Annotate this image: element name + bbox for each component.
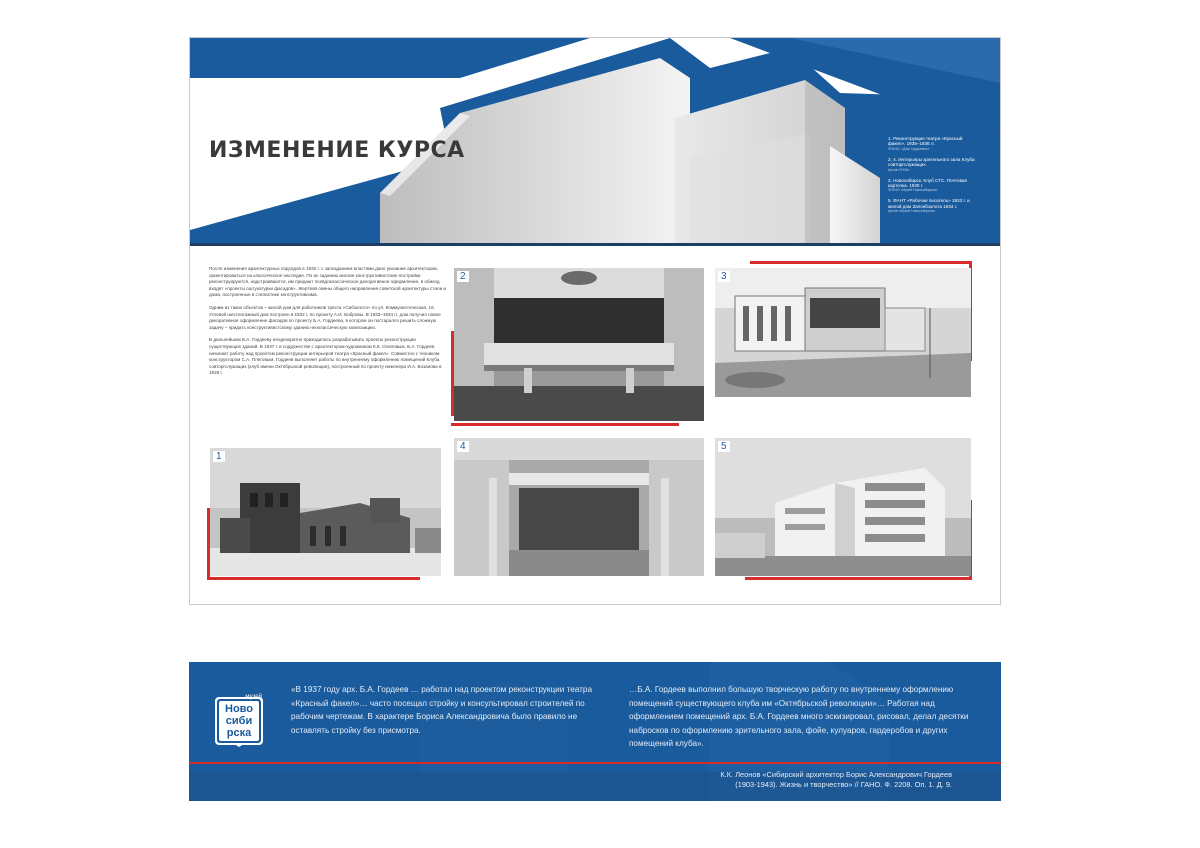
quote-source bbox=[652, 770, 952, 789]
quote-panel bbox=[189, 662, 1001, 801]
quote-divider bbox=[189, 762, 1001, 764]
photo-number: 3 bbox=[718, 271, 730, 282]
caption-source: Архив НГКМ» bbox=[888, 167, 910, 172]
accent-bar bbox=[745, 577, 972, 580]
photo-stage-interior bbox=[454, 438, 704, 576]
logo-line: рска bbox=[226, 727, 252, 739]
photo-theatre-exterior bbox=[210, 448, 441, 576]
photo-captions bbox=[888, 136, 980, 219]
caption-text: 3. Новосибирск. Клуб СТС. Почтовая карточка. 1930 г. bbox=[888, 177, 968, 189]
caption-source: Архив «Музей Новосибирска» bbox=[888, 209, 936, 214]
logo-line: сиби bbox=[225, 715, 253, 727]
photo-residential-building bbox=[715, 438, 971, 576]
quote-left: «В 1937 году арх. Б.А. Гордеев … работал над проектом реконструкции театра «Красный факел»… часто посещал стройку и консультировал строителей по рабочим чертежам. В характере Бориса Александровича было правило не оставлять стройку без присмотра. bbox=[291, 685, 593, 735]
page-title: ИЗМЕНЕНИЕ КУРСА bbox=[209, 138, 465, 163]
accent-bar bbox=[207, 577, 420, 580]
intro-paragraph: После изменения архитектурных подходов в 1932 г. с запозданием властями дано указание архитекторам, ориентироваться на классическое наследие. По их заданию многие конструктивистские постройки реконструируются, надстраиваются, им придают псевдоклассическое декоративное оформление, в обиход входят «проекты оштукатурки фасадов». Жертвой смены общего направления советской архитектуры стали и дома, построенные в стилистике конструктивизма. bbox=[209, 266, 446, 298]
caption-source: ФГАНО «Музей Новосибирска» bbox=[888, 188, 938, 193]
logo-line: Ново bbox=[225, 703, 253, 715]
caption-item bbox=[888, 178, 980, 193]
caption-source: ФГАНО. «Дом Гордеевых» bbox=[888, 146, 930, 151]
caption-text: 2, 4. Интерьеры зрительного зала Клуба совторгслужащих. bbox=[888, 156, 975, 168]
photo-number: 2 bbox=[457, 271, 469, 282]
header-banner bbox=[190, 38, 1000, 246]
intro-paragraph: Одним из таких объектов – жилой дом для работников треста «Сибзолото» по ул. Коммунистическая, 16. Угловой шестиэтажный дом построен в 1932 г. по проекту А.И. Бобровы. В 1933–1934 гг. дом получил новое декоративное оформление фасадов по проекту Б.А. Гордеева, в котором он постарался решить сложную задачу – придать конструктивистскому зданию неоклассическую композицию. bbox=[209, 304, 441, 330]
caption-text: 1. Реконструкция театра «Красный факел». 1935–1936 гг. bbox=[888, 136, 963, 147]
caption-item bbox=[888, 157, 980, 172]
exhibit-panel bbox=[189, 37, 1001, 605]
photo-club-street-view bbox=[715, 268, 971, 397]
accent-bar bbox=[451, 423, 679, 426]
caption-item bbox=[888, 136, 980, 151]
source-line: К.К. Леонов «Сибирский архитектор Борис Александрович Гордеев bbox=[720, 770, 952, 779]
quote-right: …Б.А. Гордеев выполнил большую творческую работу по внутреннему оформлению помещений существующего клуба им «Октябрьской революции»… Работая над оформлением помещений арх. Б.А. Гордеев много эскизировал, рисовал, делал десятки набросков по оформлению зрительного зала, фойе, кулуаров, гардеробов и других помещений клуба». bbox=[629, 685, 969, 748]
intro-text bbox=[209, 266, 447, 383]
museum-logo bbox=[215, 691, 265, 748]
photo-number: 1 bbox=[213, 451, 225, 462]
photo-auditorium-interior bbox=[454, 268, 704, 421]
logo-museum-label: музей bbox=[245, 694, 262, 700]
photo-number: 5 bbox=[718, 441, 730, 452]
source-line: (1903-1943). Жизнь и творчество» // ГАНО. Ф. 2208. Оп. 1. Д. 9. bbox=[735, 779, 952, 789]
caption-item bbox=[888, 198, 980, 213]
accent-bar bbox=[750, 261, 972, 264]
caption-text: 5. ФАНТ «Рабочая писатель» 1933 г. и жилой дом Запсибзолота 1934 г. bbox=[888, 198, 970, 209]
photo-number: 4 bbox=[457, 441, 469, 452]
intro-paragraph: В дальнейшем Б.А. Гордееву неоднократно приходилось разрабатывать проекты реконструкции существующих зданий. В 1937 г. в содружестве с архитектором-художником К.К. Осиповым, Б.А. Гордеев начинает работу над проектом реконструкции интерьеров театра «Красный факел». Совместно с техником-конструктором С.А. Плеговым, Гордеев выполняет работы по внутреннему оформлению помещений Клуба совторгслужащих (клуб имени Октябрьской революции), построенный по проекту инженера И.А. Бозанова в 1928 г. bbox=[209, 337, 442, 376]
